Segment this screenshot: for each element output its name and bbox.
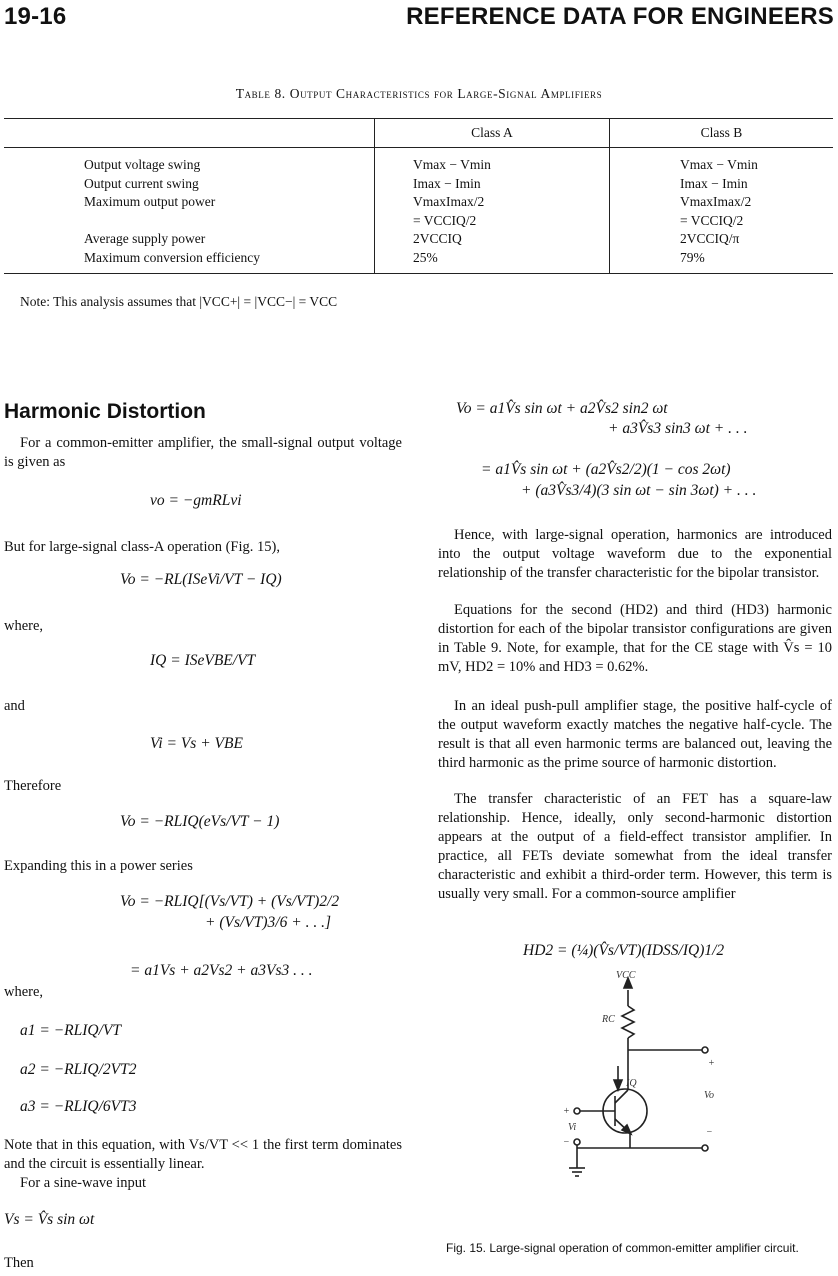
table-row-label: Output voltage swing — [84, 157, 201, 172]
label-vi: Vi — [568, 1122, 577, 1133]
equation: a1 = −RLIQ/VT — [20, 1022, 122, 1039]
table-cell: 2VCCIQ — [413, 231, 462, 246]
paragraph: But for large-signal class-A operation (Fig. 15), — [4, 539, 280, 555]
equation: + a3V̂s3 sin3 ωt + . . . — [608, 420, 748, 437]
equation: a2 = −RLIQ/2VT2 — [20, 1061, 137, 1078]
equation: Vo = −RL(ISeVi/VT − IQ) — [120, 571, 282, 588]
paragraph: Hence, with large-signal operation, harmonics are introduced into the output voltage waveform due to the exponential relationship of the transfer characteristic for the bipolar transistor. — [438, 527, 832, 581]
equation: Vi = Vs + VBE — [150, 735, 243, 752]
label-plus-in: + — [563, 1106, 570, 1117]
section-heading: Harmonic Distortion — [4, 400, 206, 423]
paragraph: For a sine-wave input — [20, 1175, 147, 1191]
label-minus-in: − — [563, 1137, 570, 1148]
table-header-class-a: Class A — [375, 119, 610, 148]
table-cell: 25% — [413, 249, 438, 265]
equation: IQ = ISeVBE/VT — [150, 652, 256, 669]
equation: Vo = −RLIQ[(Vs/VT) + (Vs/VT)2/2 — [120, 893, 340, 910]
table-header-blank — [4, 119, 375, 148]
common-emitter-circuit-diagram — [560, 970, 730, 1180]
table-row-label: Output current swing — [84, 175, 199, 191]
input-plus-terminal — [574, 1108, 580, 1114]
table-cell: VmaxImax/2 — [413, 194, 485, 209]
table-cell: 79% — [680, 249, 705, 265]
table-header-class-b: Class B — [610, 119, 834, 148]
equation: + (Vs/VT)3/6 + . . .] — [205, 914, 331, 931]
equation: = a1Vs + a2Vs2 + a3Vs3 . . . — [130, 962, 313, 979]
paragraph: Note that in this equation, with Vs/VT << 1 the first term dominates and the circuit is essentially linear. — [4, 1137, 402, 1172]
table-row-label: Maximum output power — [84, 194, 216, 209]
label-rc: RC — [602, 1014, 615, 1025]
paragraph: In an ideal push-pull amplifier stage, the positive half-cycle of the output waveform exactly matches the negative half-cycle. The result is that all even harmonic terms are balanced out, leaving the third harmonic as the prime source of harmonic distortion. — [438, 698, 832, 771]
label-iq: IQ — [626, 1078, 637, 1089]
table-cell: Vmax − Vmin — [680, 157, 758, 172]
table-class-a-column — [375, 148, 610, 274]
paragraph: For a common-emitter amplifier, the small-signal output voltage is given as — [4, 435, 402, 470]
collector-lead — [615, 1090, 628, 1103]
paragraph: Expanding this in a power series — [4, 858, 193, 874]
equation: Vo = a1V̂s sin ωt + a2V̂s2 sin2 ωt — [456, 400, 668, 417]
input-minus-terminal — [574, 1139, 580, 1145]
current-arrow-icon — [614, 1080, 622, 1090]
text-where: where, — [4, 618, 44, 634]
text-then: Then — [4, 1255, 34, 1271]
text-where: where, — [4, 984, 44, 1000]
output-minus-terminal — [702, 1145, 708, 1151]
figure-caption: Fig. 15. Large-signal operation of common-emitter amplifier circuit. — [446, 1241, 799, 1255]
equation: HD2 = (¼)(V̂s/VT)(IDSS/IQ)1/2 — [523, 942, 725, 959]
running-title: REFERENCE DATA FOR ENGINEERS — [406, 3, 834, 30]
text-therefore: Therefore — [4, 778, 62, 794]
label-vcc: VCC — [616, 970, 636, 981]
label-plus-out: + — [708, 1058, 715, 1069]
table-cell: 2VCCIQ/π — [680, 231, 740, 246]
table-row-label: Maximum conversion efficiency — [84, 249, 260, 265]
table-cell: Vmax − Vmin — [413, 157, 491, 172]
output-plus-terminal — [702, 1047, 708, 1053]
table-note: Note: This analysis assumes that |VCC+| = |VCC−| = VCC — [20, 294, 338, 309]
equation: a3 = −RLIQ/6VT3 — [20, 1098, 137, 1115]
equation: vo = −gmRLvi — [150, 492, 242, 509]
text-and: and — [4, 698, 25, 714]
equation: + (a3V̂s3/4)(3 sin ωt − sin 3ωt) + . . . — [521, 482, 757, 499]
table-cell: = VCCIQ/2 — [413, 212, 477, 228]
table-cell: = VCCIQ/2 — [680, 212, 744, 228]
table-class-b-column — [610, 148, 834, 274]
collector-resistor — [622, 1006, 634, 1038]
table-cell: Imax − Imin — [680, 175, 748, 191]
paragraph: The transfer characteristic of an FET has a square-law relationship. Hence, ideally, only second-harmonic distortion appears at the output of a field-effect transistor amplifier. In practice, all FETs deviate somewhat from the ideal transfer characteristic and exhibit a third-order term. However, this term is usually very small. For a common-source amplifier — [438, 791, 832, 902]
table-title: Table 8. Output Characteristics for Large-Signal Amplifiers — [235, 86, 603, 101]
paragraph: Equations for the second (HD2) and third (HD3) harmonic distortion for each of the bipolar transistor configurations are given in Table 9. Note, for example, that for the CE stage with V̂s = 10 mV, HD2 = 10% and HD3 = 0.62%. — [438, 602, 832, 675]
table-labels-column — [4, 148, 375, 274]
page-number: 19-16 — [4, 3, 67, 30]
label-vo: Vo — [704, 1090, 714, 1101]
equation: Vs = V̂s sin ωt — [4, 1211, 95, 1228]
label-minus-out: − — [706, 1127, 713, 1138]
output-characteristics-table — [4, 118, 833, 274]
table-row-label — [84, 212, 374, 231]
table-row-label: Average supply power — [84, 231, 206, 246]
equation: Vo = −RLIQ(eVs/VT − 1) — [120, 813, 280, 830]
equation: = a1V̂s sin ωt + (a2V̂s2/2)(1 − cos 2ωt) — [481, 461, 731, 478]
table-cell: VmaxImax/2 — [680, 194, 752, 209]
table-cell: Imax − Imin — [413, 175, 481, 191]
